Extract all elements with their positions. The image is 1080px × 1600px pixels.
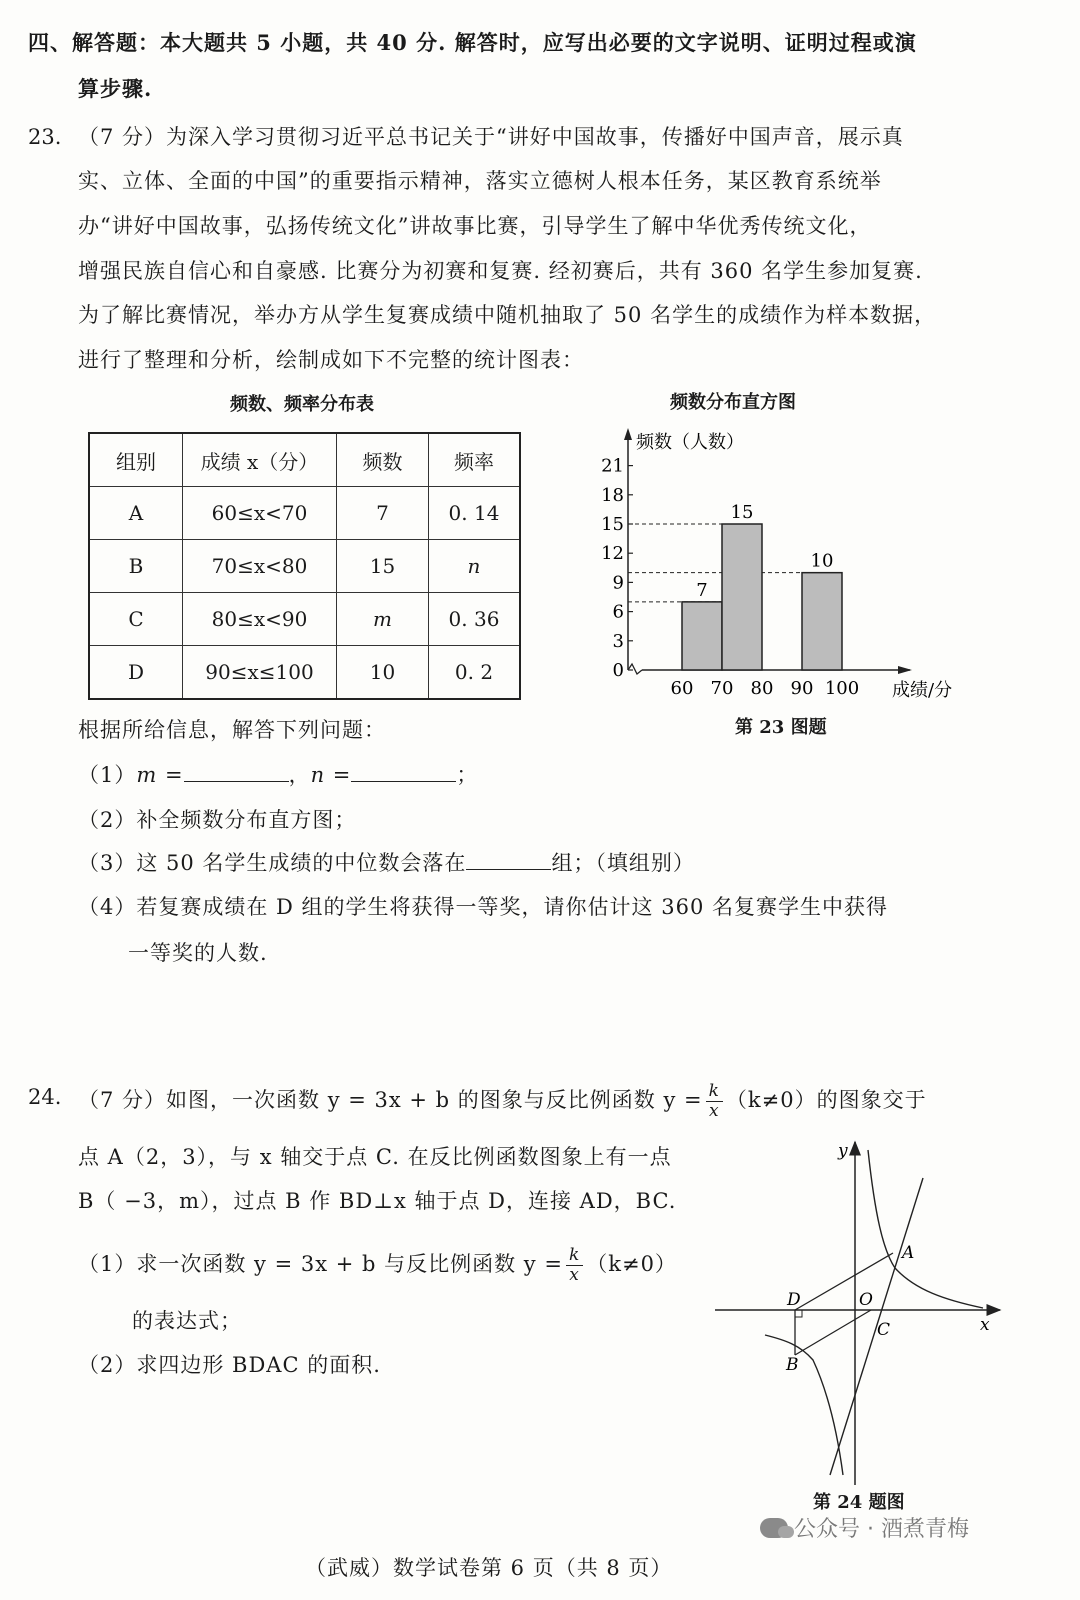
sub-label: （1）	[78, 763, 137, 787]
axis-break	[628, 664, 642, 674]
table-cell: B	[89, 540, 183, 593]
figure23-label: 第 23 图题	[735, 717, 827, 738]
table-cell: 7	[337, 487, 429, 540]
y-tick-label: 15	[601, 514, 624, 535]
table-cell: D	[89, 646, 183, 700]
fraction-k-over-x	[706, 1082, 723, 1121]
frequency-table	[88, 432, 521, 700]
q24-line3: B（ −3，m），过点 B 作 BD⊥x 轴于点 D，连接 AD，BC.	[78, 1189, 677, 1213]
var-n: n	[310, 763, 326, 787]
q23-line: 实、立体、全面的中国”的重要指示精神，落实立德树人根本任务，某区教育系统举	[78, 169, 882, 193]
page-footer: （武威）数学试卷第 6 页（共 8 页）	[305, 1556, 673, 1580]
section-title-line2: 算步骤.	[78, 76, 153, 101]
q23-line: 进行了整理和分析，绘制成如下不完整的统计图表：	[78, 348, 584, 372]
y-axis-arrow	[624, 428, 632, 440]
hyperbola-branch-1	[868, 1150, 983, 1308]
histogram-bar	[722, 524, 762, 670]
chart-caption: 频数分布直方图	[670, 392, 796, 413]
label-O: O	[859, 1290, 873, 1310]
header-cell: 成绩 x（分）	[183, 433, 337, 487]
table-cell: 0. 14	[429, 487, 521, 540]
table-cell: 80≤x<90	[183, 593, 337, 646]
q24-line2: 点 A（2，3），与 x 轴交于点 C. 在反比例函数图象上有一点	[78, 1145, 672, 1169]
equals: =	[325, 763, 352, 787]
q23-line: 为了解比赛情况，举办方从学生复赛成绩中随机抽取了 50 名学生的成绩作为样本数据，	[78, 303, 937, 327]
table-cell: 15	[337, 540, 429, 593]
q24-number: 24.	[28, 1085, 62, 1109]
q23-number: 23.	[28, 125, 62, 149]
table-cell: A	[89, 487, 183, 540]
y-tick-label: 0	[612, 660, 624, 681]
y-axis-label: 频数（人数）	[636, 432, 744, 453]
x-tick-label: 90	[790, 678, 814, 699]
q23-sub2: （2）补全频数分布直方图；	[78, 808, 357, 832]
figure24-label: 第 24 题图	[813, 1492, 905, 1513]
histogram-chart	[580, 420, 980, 750]
sub3-text: （3）这 50 名学生成绩的中位数会落在	[78, 851, 467, 875]
q23-sub3	[78, 848, 695, 878]
table-caption: 频数、频率分布表	[230, 394, 374, 415]
answer-blank-m[interactable]	[184, 761, 289, 782]
y-tick-label: 3	[612, 630, 624, 652]
q24-sub1	[78, 1246, 677, 1285]
label-B: B	[786, 1355, 799, 1375]
q23-sub4-line1: （4）若复赛成绩在 D 组的学生将获得一等奖，请你估计这 360 名复赛学生中获得	[78, 895, 888, 919]
q24-text: （1）求一次函数 y = 3x + b 与反比例函数 y =	[78, 1252, 563, 1276]
table-cell: 0. 36	[429, 593, 521, 646]
table-cell: 70≤x<80	[183, 540, 337, 593]
q24-sub1-line2: 的表达式；	[132, 1309, 242, 1333]
table-cell: 90≤x≤100	[183, 646, 337, 700]
q24-sub2: （2）求四边形 BDAC 的面积.	[78, 1353, 381, 1377]
q24-text: （k≠0）	[586, 1252, 677, 1276]
label-y: y	[838, 1141, 848, 1161]
table-cell: 0. 2	[429, 646, 521, 700]
q23-line: （7 分）为深入学习贯彻习近平总书记关于“讲好中国故事，传播好中国声音，展示真	[78, 125, 904, 149]
q24-text: （7 分）如图，一次函数 y = 3x + b 的图象与反比例函数 y =	[78, 1088, 703, 1112]
section-title-line1: 四、解答题：本大题共 5 小题，共 40 分. 解答时，应写出必要的文字说明、证明过程或演	[28, 30, 917, 55]
x-axis-arrow	[898, 666, 912, 674]
var-m: m	[136, 763, 158, 787]
x-tick-label: 100	[824, 678, 860, 699]
separator: ，	[288, 763, 311, 787]
bar-value-label: 10	[810, 550, 834, 572]
x-tick-label: 80	[750, 678, 774, 699]
header-cell: 频数	[337, 433, 429, 487]
table-cell: m	[337, 593, 429, 646]
table-row	[89, 646, 520, 700]
table-header-row	[89, 433, 520, 487]
hyperbola-branch-2	[765, 1335, 843, 1475]
segment-BC	[795, 1310, 871, 1355]
label-C: C	[877, 1320, 891, 1340]
y-tick-label: 21	[601, 455, 624, 477]
sub3-text: 组；（填组别）	[551, 851, 695, 875]
bar-value-label: 7	[696, 579, 708, 601]
histogram-bar	[682, 602, 722, 670]
y-tick-label: 6	[612, 601, 624, 623]
table-row	[89, 487, 520, 540]
x-tick-label: 60	[670, 678, 694, 699]
label-A: A	[902, 1243, 915, 1263]
answer-blank-n[interactable]	[351, 761, 456, 782]
fraction-denominator: x	[708, 1101, 720, 1121]
table-cell: C	[89, 593, 183, 646]
q23-line: 增强民族自信心和自豪感. 比赛分为初赛和复赛. 经初赛后，共有 360 名学生参加复赛.	[78, 259, 923, 283]
label-x: x	[980, 1315, 990, 1335]
function-graph-figure	[705, 1130, 1015, 1495]
table-cell: n	[429, 540, 521, 593]
header-cell: 频率	[429, 433, 521, 487]
watermark-text: 公众号 · 酒煮青梅	[794, 1517, 969, 1542]
q23-line: 办“讲好中国故事，弘扬传统文化”讲故事比赛，引导学生了解中华优秀传统文化，	[78, 214, 872, 238]
q23-sub4-line2: 一等奖的人数.	[128, 941, 268, 965]
segment-AD	[795, 1253, 893, 1310]
watermark	[760, 1512, 969, 1543]
table-row	[89, 593, 520, 646]
y-tick-label: 9	[612, 572, 624, 594]
table-row	[89, 540, 520, 593]
answer-blank-group[interactable]	[466, 849, 551, 870]
fraction-k-over-x	[566, 1246, 583, 1285]
q24-line1	[78, 1082, 927, 1121]
q23-prompt: 根据所给信息，解答下列问题：	[78, 718, 386, 742]
histogram-bar	[802, 573, 842, 670]
wechat-icon	[760, 1518, 788, 1538]
terminator: ；	[456, 763, 479, 787]
fraction-numerator: k	[566, 1246, 583, 1266]
bar-value-label: 15	[730, 502, 754, 523]
q24-text: （k≠0）的图象交于	[725, 1088, 927, 1112]
y-tick-label: 12	[601, 543, 624, 565]
right-angle-mark	[795, 1310, 802, 1317]
fraction-numerator: k	[706, 1082, 723, 1102]
equals: =	[157, 763, 184, 787]
x-tick-label: 70	[710, 678, 734, 699]
header-cell: 组别	[89, 433, 183, 487]
table-cell: 60≤x<70	[183, 487, 337, 540]
fraction-denominator: x	[569, 1265, 580, 1285]
q23-sub1	[78, 760, 478, 790]
table-cell: 10	[337, 646, 429, 700]
y-tick-label: 18	[601, 484, 624, 506]
x-axis-label: 成绩/分	[892, 680, 953, 701]
label-D: D	[787, 1290, 801, 1310]
